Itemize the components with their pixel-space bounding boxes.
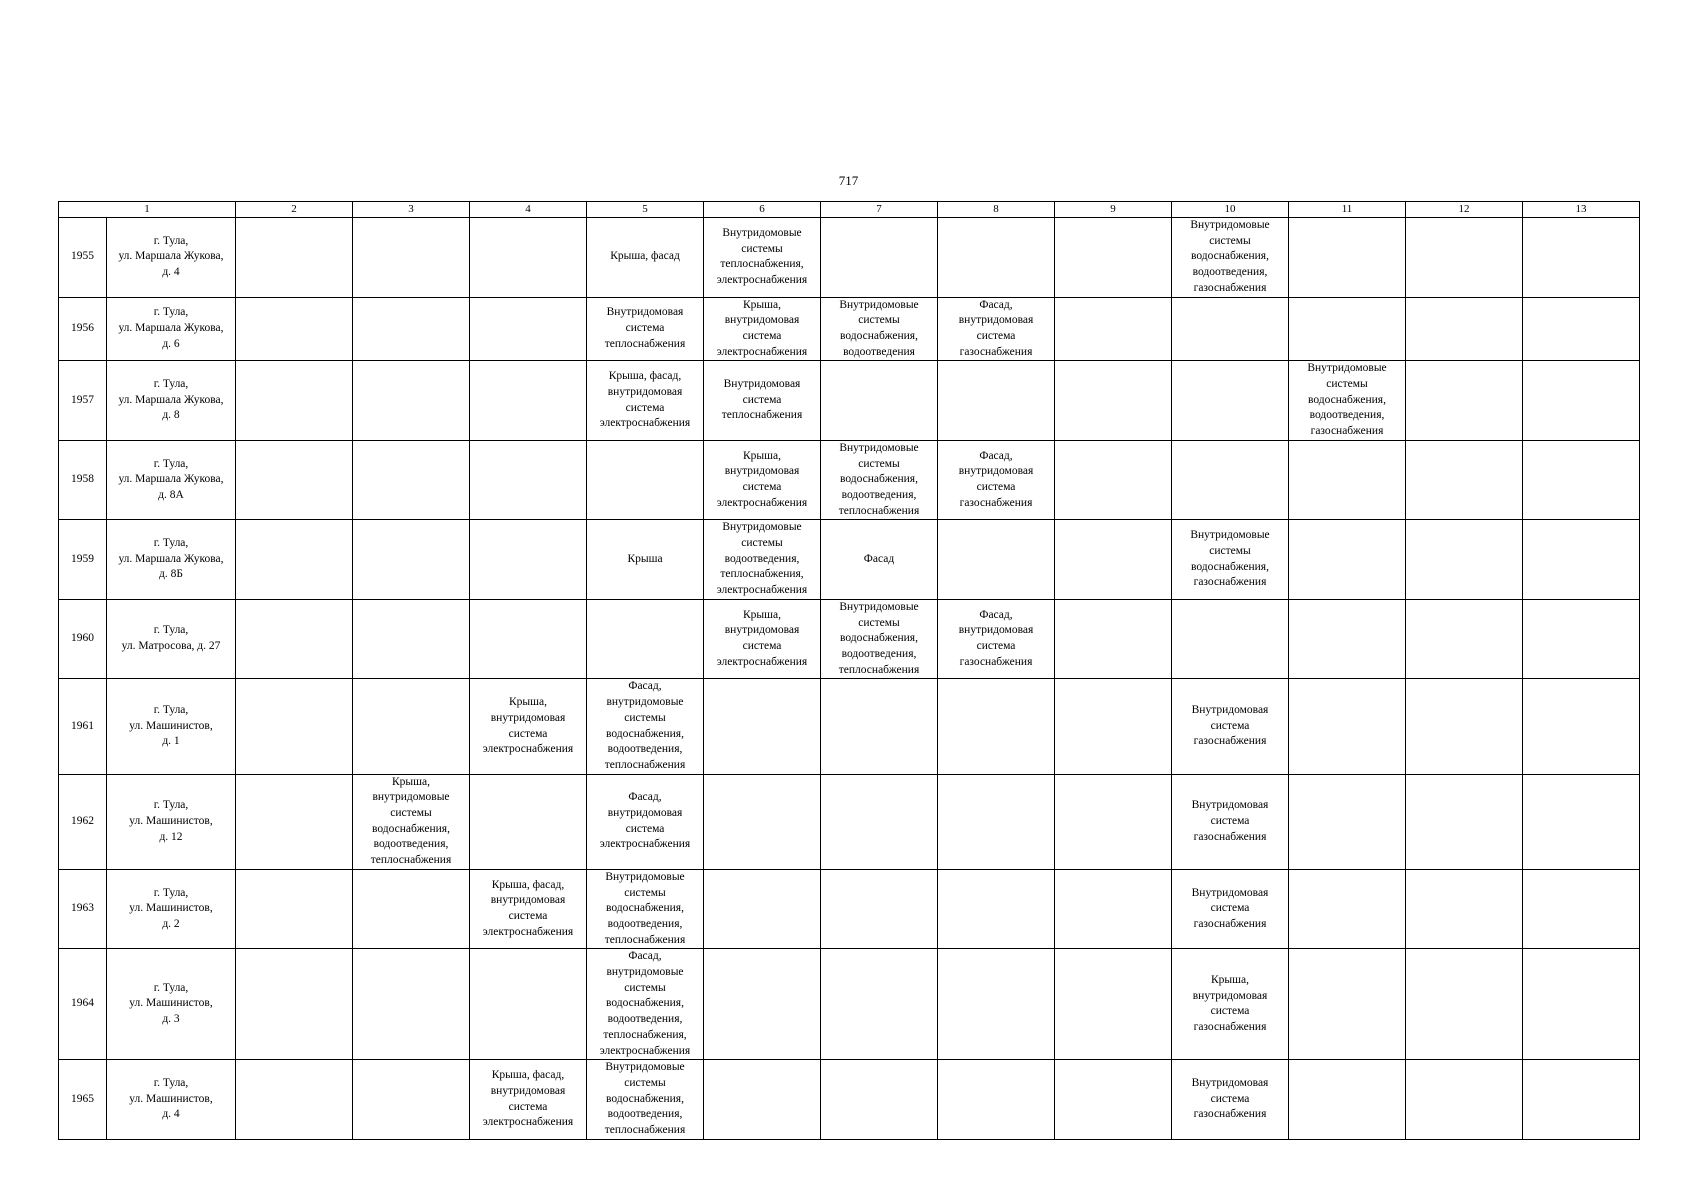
- row-number: 1961: [59, 679, 107, 774]
- work-cell-col-13: [1523, 599, 1640, 679]
- work-cell-col-7: [821, 1060, 938, 1140]
- work-cell-col-12: [1406, 599, 1523, 679]
- work-cell-col-6: Крыша, внутридомовая система электроснабжения: [704, 297, 821, 361]
- work-cell-col-7: Внутридомовые системы водоснабжения, водоотведения, теплоснабжения: [821, 599, 938, 679]
- work-cell-col-11: [1289, 218, 1406, 298]
- work-cell-col-3: [353, 361, 470, 441]
- work-cell-col-4: Крыша, фасад, внутридомовая система электроснабжения: [470, 1060, 587, 1140]
- work-cell-col-2: [236, 869, 353, 949]
- row-number: 1959: [59, 520, 107, 600]
- work-cell-col-12: [1406, 1060, 1523, 1140]
- work-cell-col-7: Внутридомовые системы водоснабжения, водоотведения: [821, 297, 938, 361]
- work-cell-col-3: [353, 949, 470, 1060]
- work-cell-col-6: Крыша, внутридомовая система электроснабжения: [704, 440, 821, 520]
- work-cell-col-13: [1523, 218, 1640, 298]
- work-cell-col-10: Внутридомовая система газоснабжения: [1172, 1060, 1289, 1140]
- work-cell-col-4: [470, 949, 587, 1060]
- work-cell-col-12: [1406, 218, 1523, 298]
- work-cell-col-10: Внутридомовая система газоснабжения: [1172, 869, 1289, 949]
- work-cell-col-8: [938, 679, 1055, 774]
- work-cell-col-13: [1523, 679, 1640, 774]
- work-cell-col-13: [1523, 774, 1640, 869]
- work-cell-col-9: [1055, 440, 1172, 520]
- header-col-1: 1: [59, 202, 236, 218]
- work-cell-col-13: [1523, 361, 1640, 441]
- work-cell-col-10: [1172, 440, 1289, 520]
- work-cell-col-5: [587, 440, 704, 520]
- work-cell-col-8: [938, 361, 1055, 441]
- work-cell-col-12: [1406, 949, 1523, 1060]
- work-cell-col-2: [236, 218, 353, 298]
- work-cell-col-5: Крыша, фасад: [587, 218, 704, 298]
- work-cell-col-3: [353, 218, 470, 298]
- header-col-5: 5: [587, 202, 704, 218]
- work-cell-col-11: Внутридомовые системы водоснабжения, водоотведения, газоснабжения: [1289, 361, 1406, 441]
- work-cell-col-5: Внутридомовая система теплоснабжения: [587, 297, 704, 361]
- table-row: [59, 440, 1640, 520]
- work-cell-col-9: [1055, 599, 1172, 679]
- work-cell-col-7: Внутридомовые системы водоснабжения, водоотведения, теплоснабжения: [821, 440, 938, 520]
- work-cell-col-9: [1055, 869, 1172, 949]
- table-body: [59, 218, 1640, 1140]
- table-row: [59, 297, 1640, 361]
- work-cell-col-11: [1289, 297, 1406, 361]
- table-row: [59, 774, 1640, 869]
- work-cell-col-3: [353, 679, 470, 774]
- work-cell-col-4: [470, 774, 587, 869]
- work-cell-col-4: [470, 297, 587, 361]
- work-cell-col-12: [1406, 520, 1523, 600]
- table-row: [59, 1060, 1640, 1140]
- work-cell-col-5: [587, 599, 704, 679]
- work-cell-col-2: [236, 599, 353, 679]
- work-cell-col-8: Фасад, внутридомовая система газоснабжения: [938, 297, 1055, 361]
- table-row: [59, 869, 1640, 949]
- work-cell-col-5: Фасад, внутридомовая система электроснабжения: [587, 774, 704, 869]
- work-cell-col-13: [1523, 1060, 1640, 1140]
- work-cell-col-9: [1055, 774, 1172, 869]
- header-col-9: 9: [1055, 202, 1172, 218]
- work-cell-col-12: [1406, 869, 1523, 949]
- work-cell-col-12: [1406, 361, 1523, 441]
- work-cell-col-8: [938, 520, 1055, 600]
- work-cell-col-8: [938, 869, 1055, 949]
- row-number: 1956: [59, 297, 107, 361]
- table-row: [59, 599, 1640, 679]
- table-row: [59, 520, 1640, 600]
- work-cell-col-6: [704, 1060, 821, 1140]
- work-cell-col-13: [1523, 520, 1640, 600]
- work-cell-col-7: [821, 218, 938, 298]
- work-cell-col-8: [938, 1060, 1055, 1140]
- work-cell-col-6: [704, 679, 821, 774]
- work-cell-col-4: [470, 218, 587, 298]
- work-cell-col-2: [236, 679, 353, 774]
- work-cell-col-6: Внутридомовые системы теплоснабжения, электроснабжения: [704, 218, 821, 298]
- work-cell-col-4: Крыша, внутридомовая система электроснабжения: [470, 679, 587, 774]
- work-cell-col-12: [1406, 679, 1523, 774]
- work-cell-col-7: [821, 361, 938, 441]
- header-col-12: 12: [1406, 202, 1523, 218]
- work-cell-col-2: [236, 774, 353, 869]
- work-cell-col-2: [236, 297, 353, 361]
- row-number: 1964: [59, 949, 107, 1060]
- repair-schedule-table: [58, 201, 1640, 1140]
- work-cell-col-3: [353, 599, 470, 679]
- address-cell: г. Тула, ул. Маршала Жукова, д. 8: [107, 361, 236, 441]
- work-cell-col-3: [353, 520, 470, 600]
- address-cell: г. Тула, ул. Машинистов, д. 1: [107, 679, 236, 774]
- work-cell-col-3: [353, 297, 470, 361]
- table-header: [59, 202, 1640, 218]
- header-col-10: 10: [1172, 202, 1289, 218]
- row-number: 1965: [59, 1060, 107, 1140]
- work-cell-col-3: [353, 869, 470, 949]
- header-col-6: 6: [704, 202, 821, 218]
- work-cell-col-10: Внутридомовая система газоснабжения: [1172, 679, 1289, 774]
- address-cell: г. Тула, ул. Машинистов, д. 4: [107, 1060, 236, 1140]
- work-cell-col-11: [1289, 599, 1406, 679]
- work-cell-col-10: Внутридомовая система газоснабжения: [1172, 774, 1289, 869]
- work-cell-col-10: Крыша, внутридомовая система газоснабжения: [1172, 949, 1289, 1060]
- work-cell-col-11: [1289, 949, 1406, 1060]
- work-cell-col-7: [821, 949, 938, 1060]
- work-cell-col-7: [821, 774, 938, 869]
- table-row: [59, 949, 1640, 1060]
- work-cell-col-9: [1055, 949, 1172, 1060]
- work-cell-col-10: [1172, 599, 1289, 679]
- work-cell-col-5: Крыша, фасад, внутридомовая система электроснабжения: [587, 361, 704, 441]
- row-number: 1963: [59, 869, 107, 949]
- work-cell-col-6: Внутридомовая система теплоснабжения: [704, 361, 821, 441]
- row-number: 1960: [59, 599, 107, 679]
- work-cell-col-8: Фасад, внутридомовая система газоснабжения: [938, 599, 1055, 679]
- address-cell: г. Тула, ул. Матросова, д. 27: [107, 599, 236, 679]
- address-cell: г. Тула, ул. Маршала Жукова, д. 6: [107, 297, 236, 361]
- header-col-3: 3: [353, 202, 470, 218]
- table-row: [59, 218, 1640, 298]
- work-cell-col-5: Крыша: [587, 520, 704, 600]
- row-number: 1962: [59, 774, 107, 869]
- work-cell-col-2: [236, 949, 353, 1060]
- work-cell-col-9: [1055, 520, 1172, 600]
- work-cell-col-11: [1289, 869, 1406, 949]
- work-cell-col-7: Фасад: [821, 520, 938, 600]
- work-cell-col-11: [1289, 679, 1406, 774]
- work-cell-col-9: [1055, 361, 1172, 441]
- address-cell: г. Тула, ул. Машинистов, д. 2: [107, 869, 236, 949]
- work-cell-col-12: [1406, 297, 1523, 361]
- work-cell-col-5: Внутридомовые системы водоснабжения, водоотведения, теплоснабжения: [587, 1060, 704, 1140]
- work-cell-col-7: [821, 679, 938, 774]
- work-cell-col-5: Фасад, внутридомовые системы водоснабжения, водоотведения, теплоснабжения: [587, 679, 704, 774]
- work-cell-col-8: [938, 949, 1055, 1060]
- header-col-2: 2: [236, 202, 353, 218]
- work-cell-col-11: [1289, 520, 1406, 600]
- work-cell-col-13: [1523, 297, 1640, 361]
- work-cell-col-12: [1406, 440, 1523, 520]
- work-cell-col-11: [1289, 1060, 1406, 1140]
- work-cell-col-3: [353, 440, 470, 520]
- work-cell-col-2: [236, 520, 353, 600]
- work-cell-col-9: [1055, 679, 1172, 774]
- table-row: [59, 679, 1640, 774]
- work-cell-col-6: [704, 949, 821, 1060]
- work-cell-col-9: [1055, 218, 1172, 298]
- work-cell-col-4: [470, 361, 587, 441]
- work-cell-col-2: [236, 440, 353, 520]
- page-number: 717: [838, 173, 859, 188]
- header-col-4: 4: [470, 202, 587, 218]
- work-cell-col-6: [704, 869, 821, 949]
- work-cell-col-12: [1406, 774, 1523, 869]
- work-cell-col-6: Внутридомовые системы водоотведения, теплоснабжения, электроснабжения: [704, 520, 821, 600]
- work-cell-col-2: [236, 1060, 353, 1140]
- address-cell: г. Тула, ул. Маршала Жукова, д. 8Б: [107, 520, 236, 600]
- work-cell-col-4: [470, 599, 587, 679]
- work-cell-col-5: Внутридомовые системы водоснабжения, водоотведения, теплоснабжения: [587, 869, 704, 949]
- work-cell-col-7: [821, 869, 938, 949]
- work-cell-col-4: [470, 440, 587, 520]
- work-cell-col-8: [938, 774, 1055, 869]
- work-cell-col-4: Крыша, фасад, внутридомовая система электроснабжения: [470, 869, 587, 949]
- header-col-7: 7: [821, 202, 938, 218]
- work-cell-col-11: [1289, 440, 1406, 520]
- header-col-8: 8: [938, 202, 1055, 218]
- work-cell-col-11: [1289, 774, 1406, 869]
- work-cell-col-13: [1523, 440, 1640, 520]
- work-cell-col-2: [236, 361, 353, 441]
- work-cell-col-8: [938, 218, 1055, 298]
- work-cell-col-3: Крыша, внутридомовые системы водоснабжения, водоотведения, теплоснабжения: [353, 774, 470, 869]
- work-cell-col-6: [704, 774, 821, 869]
- work-cell-col-10: [1172, 361, 1289, 441]
- address-cell: г. Тула, ул. Машинистов, д. 3: [107, 949, 236, 1060]
- row-number: 1958: [59, 440, 107, 520]
- work-cell-col-9: [1055, 1060, 1172, 1140]
- work-cell-col-5: Фасад, внутридомовые системы водоснабжения, водоотведения, теплоснабжения, электроснабжения: [587, 949, 704, 1060]
- work-cell-col-10: [1172, 297, 1289, 361]
- work-cell-col-3: [353, 1060, 470, 1140]
- work-cell-col-6: Крыша, внутридомовая система электроснабжения: [704, 599, 821, 679]
- work-cell-col-10: Внутридомовые системы водоснабжения, водоотведения, газоснабжения: [1172, 218, 1289, 298]
- row-number: 1957: [59, 361, 107, 441]
- address-cell: г. Тула, ул. Маршала Жукова, д. 8А: [107, 440, 236, 520]
- header-col-11: 11: [1289, 202, 1406, 218]
- header-row: [59, 202, 1640, 218]
- header-col-13: 13: [1523, 202, 1640, 218]
- work-cell-col-13: [1523, 949, 1640, 1060]
- work-cell-col-13: [1523, 869, 1640, 949]
- table-row: [59, 361, 1640, 441]
- row-number: 1955: [59, 218, 107, 298]
- work-cell-col-4: [470, 520, 587, 600]
- work-cell-col-8: Фасад, внутридомовая система газоснабжения: [938, 440, 1055, 520]
- address-cell: г. Тула, ул. Маршала Жукова, д. 4: [107, 218, 236, 298]
- work-cell-col-9: [1055, 297, 1172, 361]
- work-cell-col-10: Внутридомовые системы водоснабжения, газоснабжения: [1172, 520, 1289, 600]
- address-cell: г. Тула, ул. Машинистов, д. 12: [107, 774, 236, 869]
